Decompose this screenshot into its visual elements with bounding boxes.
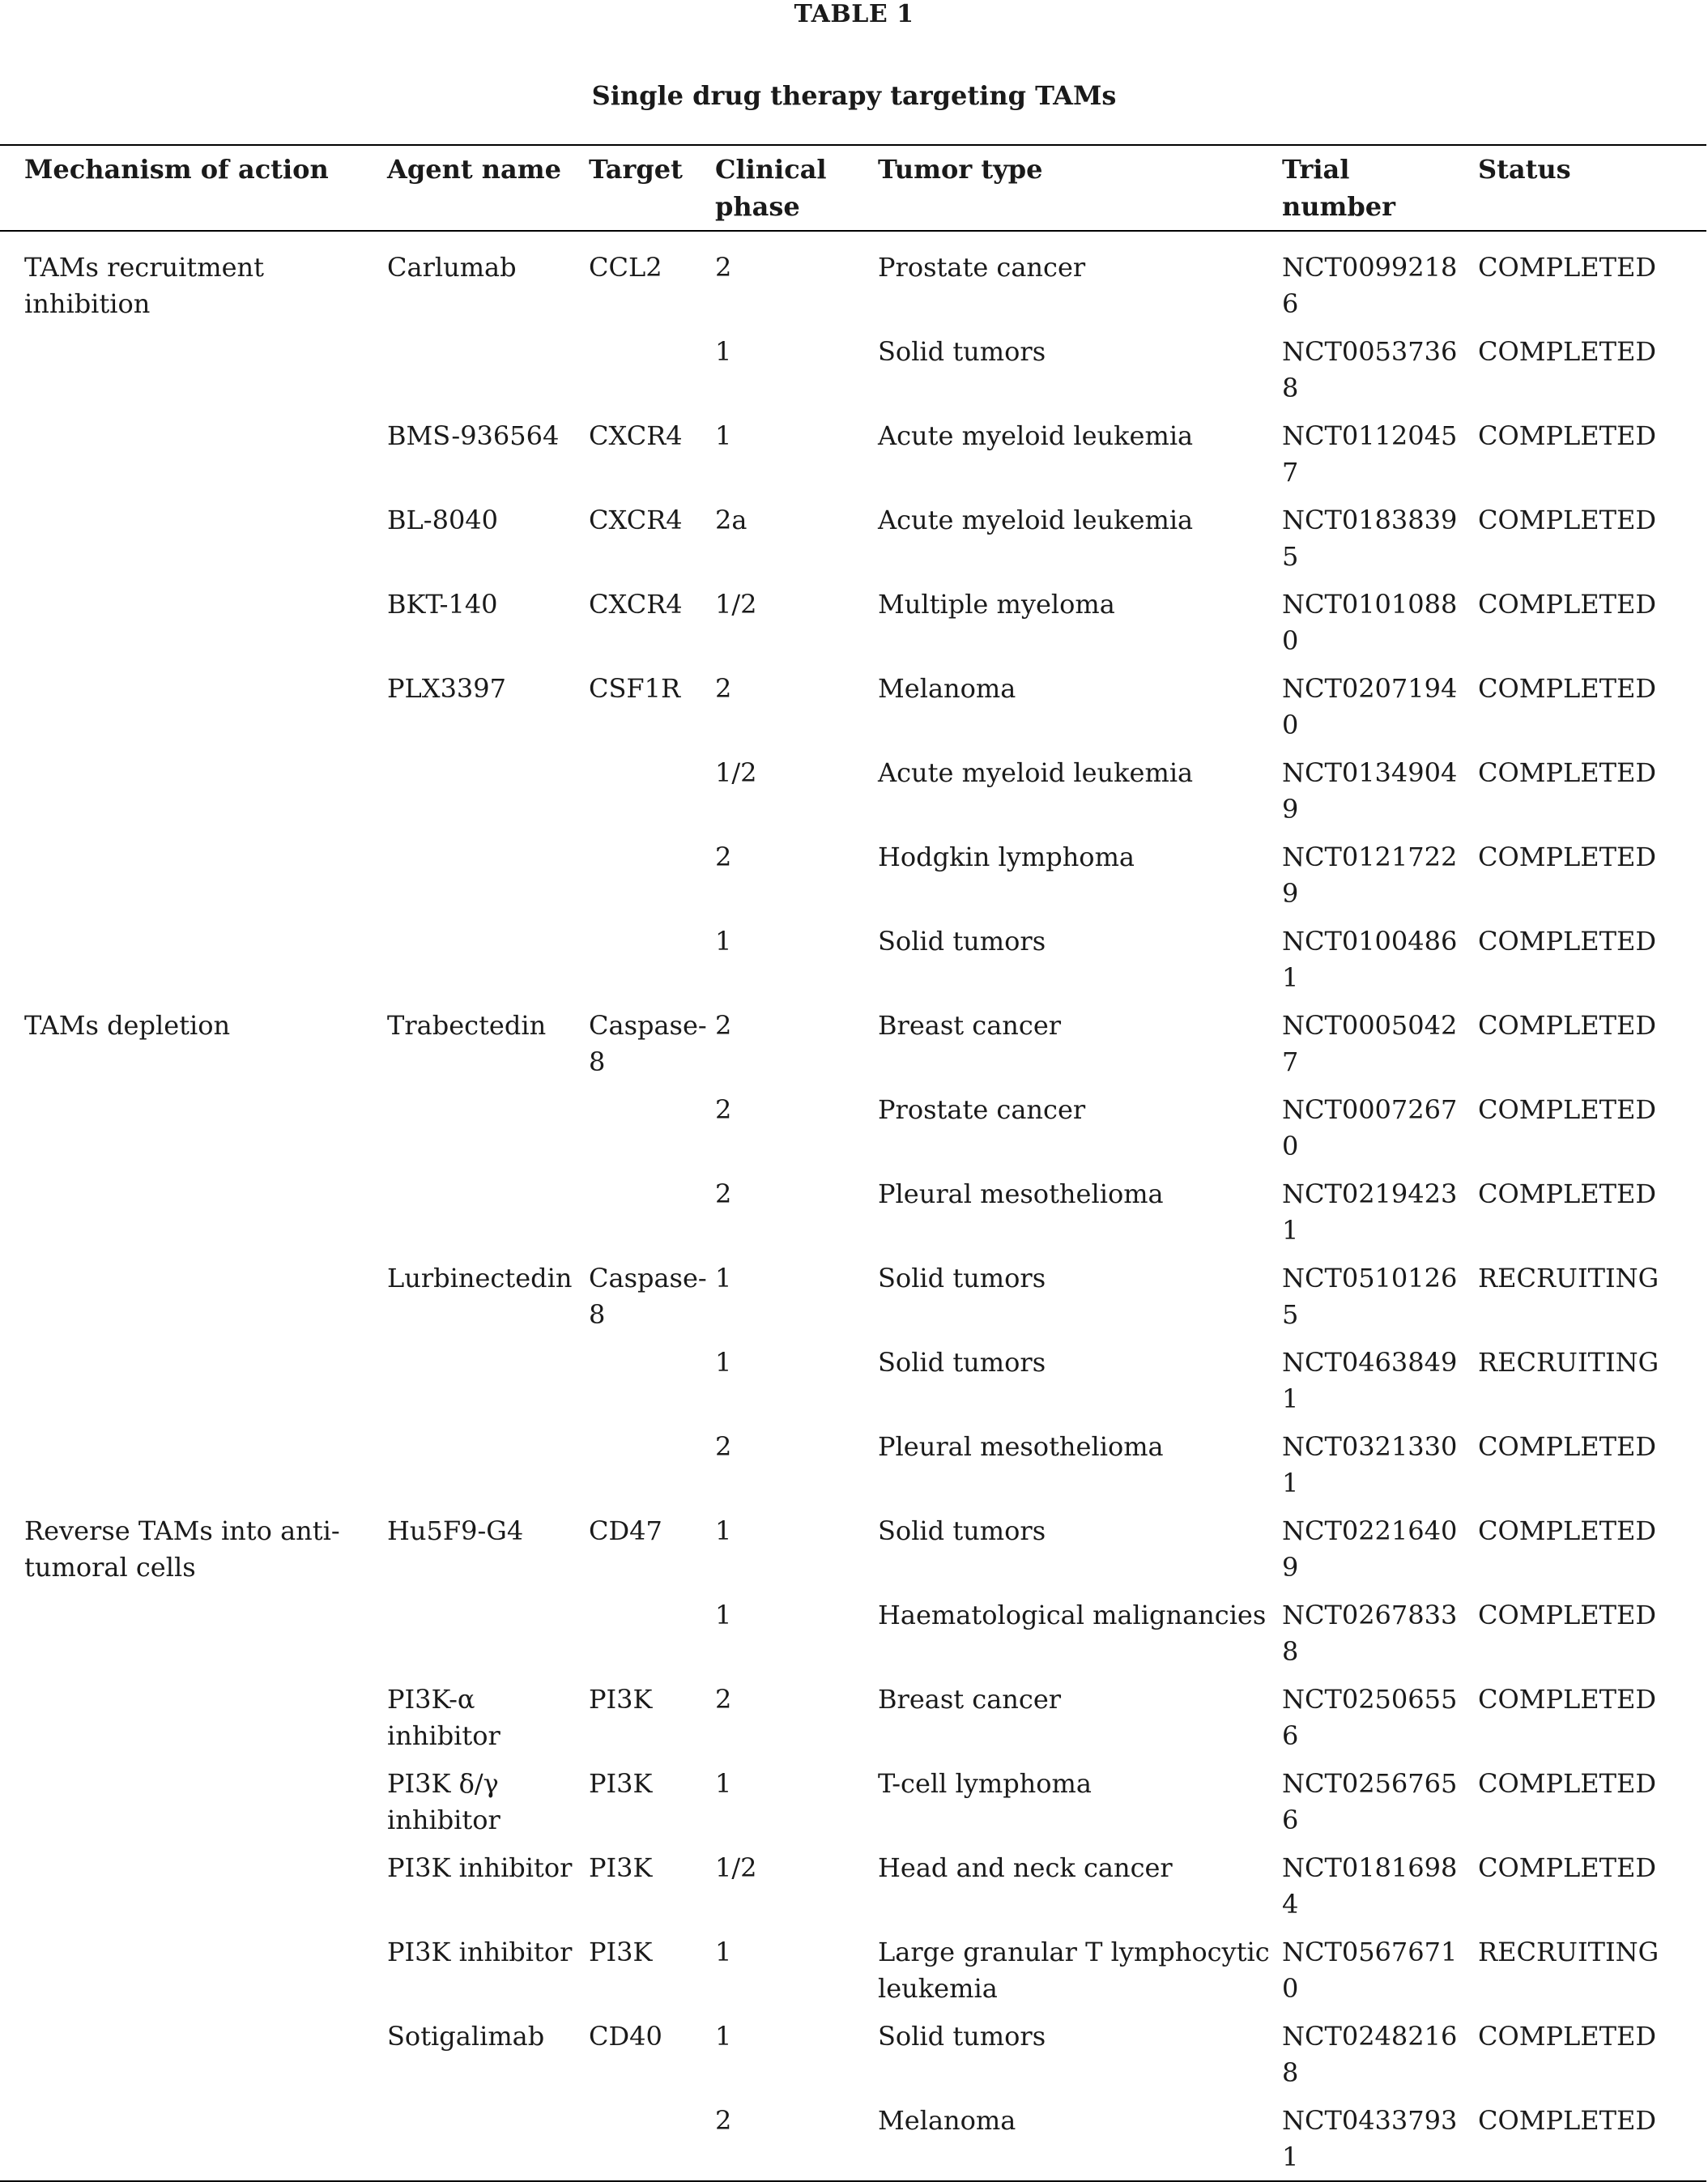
cell-trial-number: NCT01010880: [1282, 589, 1458, 656]
cell-status: COMPLETED: [1478, 1431, 1656, 1462]
cell-mechanism: TAMs recruitment inhibition: [24, 252, 264, 319]
cell-agent-name: [387, 1338, 589, 1422]
cell-agent-name: [387, 833, 589, 917]
trials-table: [0, 144, 1706, 2182]
cell-mechanism: [0, 1675, 387, 1759]
cell-agent-name: BKT-140: [387, 589, 498, 620]
cell-clinical-phase: 1: [715, 1263, 732, 1293]
header-mechanism: Mechanism of action: [24, 154, 329, 185]
cell-trial-number: NCT05101265: [1282, 1263, 1458, 1330]
cell-clinical-phase: 2: [715, 2105, 732, 2136]
cell-status: COMPLETED: [1478, 1010, 1656, 1041]
cell-agent-name: [387, 748, 589, 833]
table-container: [0, 144, 1706, 2182]
cell-mechanism: [0, 2096, 387, 2181]
cell-mechanism: [0, 1759, 387, 1843]
cell-clinical-phase: 1: [715, 1347, 732, 1378]
cell-tumor-type: Solid tumors: [878, 336, 1046, 367]
cell-agent-name: PI3K inhibitor: [387, 1852, 573, 1883]
table-row: [0, 231, 1706, 327]
cell-mechanism: [0, 1928, 387, 2012]
cell-status: RECRUITING: [1478, 1937, 1659, 1967]
cell-mechanism: [0, 1085, 387, 1170]
cell-mechanism: Reverse TAMs into anti-tumoral cells: [24, 1515, 340, 1583]
cell-target: CCL2: [589, 252, 662, 283]
cell-status: COMPLETED: [1478, 673, 1656, 704]
cell-status: COMPLETED: [1478, 505, 1656, 535]
cell-agent-name: Trabectedin: [387, 1010, 547, 1041]
cell-trial-number: NCT01838395: [1282, 505, 1458, 572]
cell-status: COMPLETED: [1478, 1852, 1656, 1883]
table-row: [0, 1001, 1706, 1085]
cell-agent-name: BL-8040: [387, 505, 499, 535]
cell-mechanism: [0, 2012, 387, 2096]
cell-mechanism: [0, 1422, 387, 1507]
cell-tumor-type: Solid tumors: [878, 2021, 1046, 2052]
cell-status: COMPLETED: [1478, 2105, 1656, 2136]
header-status: Status: [1478, 154, 1571, 185]
cell-agent-name: [387, 1170, 589, 1254]
cell-trial-number: NCT00050427: [1282, 1010, 1458, 1077]
cell-tumor-type: Prostate cancer: [878, 1094, 1086, 1125]
cell-target: [589, 917, 715, 1001]
cell-target: [589, 1085, 715, 1170]
cell-status: COMPLETED: [1478, 842, 1656, 872]
header-agent-name: Agent name: [387, 154, 561, 185]
cell-clinical-phase: 2: [715, 842, 732, 872]
table-header: [0, 145, 1706, 231]
cell-clinical-phase: 2a: [715, 505, 748, 535]
cell-target: Caspase-8: [589, 1010, 707, 1077]
header-trial-number: Trial number: [1282, 154, 1395, 222]
cell-mechanism: [0, 496, 387, 580]
cell-tumor-type: Hodgkin lymphoma: [878, 842, 1135, 872]
table-row: [0, 1170, 1706, 1254]
table-row: [0, 2012, 1706, 2096]
cell-target: [589, 833, 715, 917]
cell-mechanism: [0, 1338, 387, 1422]
cell-clinical-phase: 2: [715, 1684, 732, 1715]
cell-status: COMPLETED: [1478, 926, 1656, 957]
table-body: [0, 231, 1706, 2181]
cell-agent-name: Sotigalimab: [387, 2021, 545, 2052]
table-row: [0, 917, 1706, 1001]
cell-mechanism: [0, 580, 387, 664]
cell-tumor-type: Breast cancer: [878, 1684, 1062, 1715]
cell-clinical-phase: 1: [715, 2021, 732, 2052]
cell-agent-name: [387, 1422, 589, 1507]
cell-tumor-type: Breast cancer: [878, 1010, 1062, 1041]
cell-target: [589, 327, 715, 411]
cell-agent-name: PLX3397: [387, 673, 506, 704]
cell-target: PI3K: [589, 1684, 653, 1715]
cell-status: COMPLETED: [1478, 1600, 1656, 1630]
cell-status: COMPLETED: [1478, 589, 1656, 620]
cell-tumor-type: Acute myeloid leukemia: [878, 420, 1194, 451]
cell-clinical-phase: 1: [715, 1937, 732, 1967]
cell-clinical-phase: 2: [715, 1178, 732, 1209]
cell-clinical-phase: 1/2: [715, 589, 757, 620]
cell-target: CXCR4: [589, 420, 683, 451]
cell-agent-name: Carlumab: [387, 252, 517, 283]
cell-status: COMPLETED: [1478, 757, 1656, 788]
cell-tumor-type: Prostate cancer: [878, 252, 1086, 283]
cell-tumor-type: Pleural mesothelioma: [878, 1178, 1164, 1209]
cell-trial-number: NCT05676710: [1282, 1937, 1458, 2004]
cell-tumor-type: Acute myeloid leukemia: [878, 757, 1194, 788]
cell-target: CSF1R: [589, 673, 681, 704]
table-caption: Single drug therapy targeting TAMs: [591, 80, 1117, 111]
cell-mechanism: [0, 411, 387, 496]
cell-agent-name: Lurbinectedin: [387, 1263, 573, 1293]
cell-tumor-type: Solid tumors: [878, 1347, 1046, 1378]
cell-status: COMPLETED: [1478, 1684, 1656, 1715]
cell-clinical-phase: 2: [715, 1010, 732, 1041]
cell-target: [589, 1170, 715, 1254]
cell-clinical-phase: 1/2: [715, 757, 757, 788]
cell-status: RECRUITING: [1478, 1263, 1659, 1293]
cell-tumor-type: Acute myeloid leukemia: [878, 505, 1194, 535]
cell-target: PI3K: [589, 1852, 653, 1883]
cell-status: COMPLETED: [1478, 420, 1656, 451]
table-row: [0, 1254, 1706, 1338]
cell-mechanism: [0, 833, 387, 917]
table-row: [0, 664, 1706, 748]
cell-mechanism: [0, 327, 387, 411]
cell-clinical-phase: 2: [715, 1094, 732, 1125]
table-row: [0, 580, 1706, 664]
cell-trial-number: NCT04337931: [1282, 2105, 1458, 2172]
cell-tumor-type: Multiple myeloma: [878, 589, 1115, 620]
table-row: [0, 1843, 1706, 1928]
cell-tumor-type: Head and neck cancer: [878, 1852, 1173, 1883]
cell-trial-number: NCT02216409: [1282, 1515, 1458, 1583]
cell-target: CD40: [589, 2021, 662, 2052]
cell-clinical-phase: 2: [715, 673, 732, 704]
cell-target: [589, 1338, 715, 1422]
cell-agent-name: [387, 327, 589, 411]
cell-status: RECRUITING: [1478, 1347, 1659, 1378]
header-target: Target: [589, 154, 683, 185]
cell-target: [589, 748, 715, 833]
header-clinical-phase: Clinical phase: [715, 154, 827, 222]
cell-trial-number: NCT02678338: [1282, 1600, 1458, 1667]
cell-mechanism: [0, 1591, 387, 1675]
cell-mechanism: [0, 664, 387, 748]
cell-target: [589, 1422, 715, 1507]
cell-clinical-phase: 1: [715, 1515, 732, 1546]
cell-tumor-type: Large granular T lymphocytic leukemia: [878, 1937, 1270, 2004]
cell-mechanism: [0, 917, 387, 1001]
cell-status: COMPLETED: [1478, 2021, 1656, 2052]
cell-trial-number: NCT02567656: [1282, 1768, 1458, 1835]
cell-agent-name: [387, 2096, 589, 2181]
cell-target: CD47: [589, 1515, 662, 1546]
cell-tumor-type: Solid tumors: [878, 1263, 1046, 1293]
cell-trial-number: NCT01217229: [1282, 842, 1458, 909]
cell-tumor-type: T-cell lymphoma: [878, 1768, 1092, 1799]
table-row: [0, 2096, 1706, 2181]
cell-agent-name: [387, 917, 589, 1001]
cell-status: COMPLETED: [1478, 1515, 1656, 1546]
cell-target: [589, 1591, 715, 1675]
cell-trial-number: NCT01349049: [1282, 757, 1458, 825]
cell-clinical-phase: 2: [715, 252, 732, 283]
cell-clinical-phase: 1: [715, 926, 732, 957]
cell-trial-number: NCT00537368: [1282, 336, 1458, 403]
cell-mechanism: [0, 1170, 387, 1254]
table-row: [0, 1085, 1706, 1170]
cell-agent-name: Hu5F9-G4: [387, 1515, 524, 1546]
cell-trial-number: NCT02482168: [1282, 2021, 1458, 2088]
table-row: [0, 1507, 1706, 1591]
cell-target: [589, 2096, 715, 2181]
cell-target: CXCR4: [589, 589, 683, 620]
cell-trial-number: NCT02506556: [1282, 1684, 1458, 1751]
cell-status: COMPLETED: [1478, 336, 1656, 367]
table-row: [0, 327, 1706, 411]
cell-clinical-phase: 1: [715, 1600, 732, 1630]
cell-trial-number: NCT00072670: [1282, 1094, 1458, 1161]
cell-trial-number: NCT04638491: [1282, 1347, 1458, 1414]
cell-tumor-type: Solid tumors: [878, 1515, 1046, 1546]
cell-clinical-phase: 2: [715, 1431, 732, 1462]
cell-tumor-type: Melanoma: [878, 673, 1016, 704]
cell-agent-name: [387, 1085, 589, 1170]
cell-mechanism: [0, 748, 387, 833]
table-row: [0, 1591, 1706, 1675]
cell-target: PI3K: [589, 1937, 653, 1967]
header-tumor-type: Tumor type: [878, 154, 1043, 185]
cell-tumor-type: Solid tumors: [878, 926, 1046, 957]
cell-agent-name: PI3K δ/γ inhibitor: [387, 1768, 500, 1835]
table-row: [0, 748, 1706, 833]
cell-status: COMPLETED: [1478, 1094, 1656, 1125]
cell-trial-number: NCT01120457: [1282, 420, 1458, 488]
cell-tumor-type: Melanoma: [878, 2105, 1016, 2136]
table-row: [0, 1928, 1706, 2012]
header-row: [0, 145, 1706, 231]
cell-target: PI3K: [589, 1768, 653, 1799]
cell-status: COMPLETED: [1478, 1768, 1656, 1799]
cell-target: Caspase-8: [589, 1263, 707, 1330]
cell-clinical-phase: 1: [715, 1768, 732, 1799]
cell-mechanism: [0, 1254, 387, 1338]
cell-mechanism: [0, 1843, 387, 1928]
table-label: TABLE 1: [794, 0, 914, 28]
cell-trial-number: NCT00992186: [1282, 252, 1458, 319]
cell-tumor-type: Haematological malignancies: [878, 1600, 1267, 1630]
cell-clinical-phase: 1/2: [715, 1852, 757, 1883]
cell-status: COMPLETED: [1478, 1178, 1656, 1209]
cell-clinical-phase: 1: [715, 420, 732, 451]
cell-trial-number: NCT02071940: [1282, 673, 1458, 740]
table-row: [0, 1422, 1706, 1507]
cell-trial-number: NCT03213301: [1282, 1431, 1458, 1498]
cell-target: CXCR4: [589, 505, 683, 535]
table-row: [0, 1759, 1706, 1843]
cell-status: COMPLETED: [1478, 252, 1656, 283]
cell-clinical-phase: 1: [715, 336, 732, 367]
table-row: [0, 1338, 1706, 1422]
cell-trial-number: NCT02194231: [1282, 1178, 1458, 1246]
table-row: [0, 411, 1706, 496]
cell-agent-name: PI3K inhibitor: [387, 1937, 573, 1967]
cell-tumor-type: Pleural mesothelioma: [878, 1431, 1164, 1462]
cell-trial-number: NCT01004861: [1282, 926, 1458, 993]
table-row: [0, 496, 1706, 580]
table-row: [0, 1675, 1706, 1759]
cell-agent-name: PI3K-α inhibitor: [387, 1684, 500, 1751]
cell-agent-name: BMS-936564: [387, 420, 560, 451]
cell-mechanism: TAMs depletion: [24, 1010, 231, 1041]
table-row: [0, 833, 1706, 917]
cell-trial-number: NCT01816984: [1282, 1852, 1458, 1920]
cell-agent-name: [387, 1591, 589, 1675]
